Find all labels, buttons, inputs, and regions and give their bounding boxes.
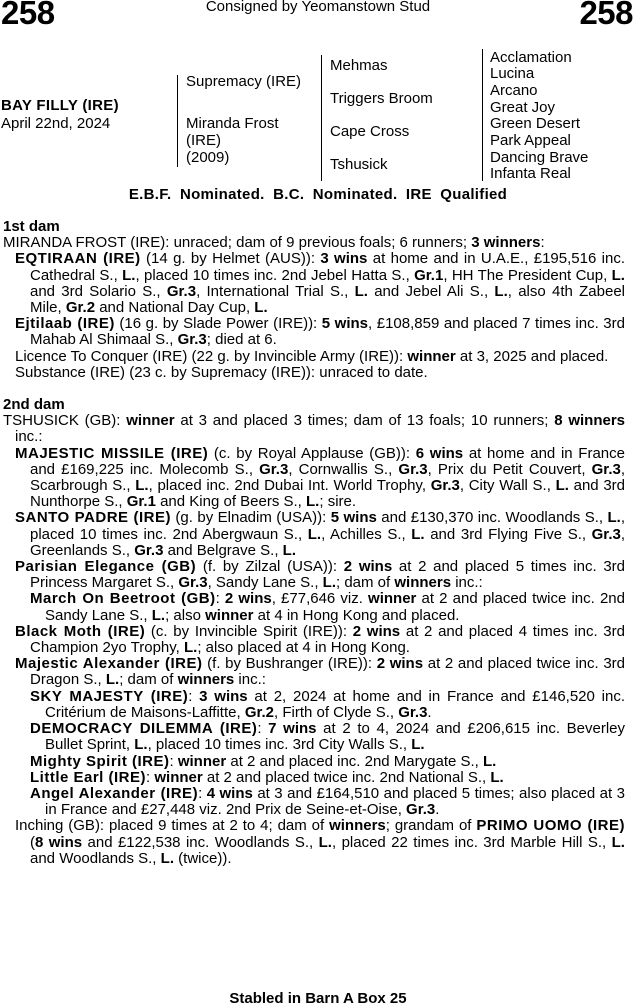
- produce-majestic-alexander: Majestic Alexander (IRE) (f. by Bushranger (IRE)): 2 wins at 2 and placed twice inc. 3rd Dragon S., L.; dam of winners inc.:: [15, 655, 626, 689]
- pedigree-dam-country: (IRE): [186, 132, 221, 149]
- horse-name: BAY FILLY (IRE): [1, 97, 119, 114]
- catalogue-body: [3, 219, 625, 867]
- produce-black-moth: Black Moth (IRE) (c. by Invincible Spirit (IRE)): 2 wins at 2 and placed 4 times inc. 3rd Champion 2yo Trophy, L.; also placed at 4 in Hong Kong.: [15, 622, 625, 657]
- pedigree-sire: Supremacy (IRE): [186, 73, 302, 90]
- produce-parisian-elegance: Parisian Elegance (GB) (f. by Zilzal (USA)): 2 wins at 2 and placed 5 times inc. 3rd Princess Margaret S., Gr.3, Sandy Lane S., L.; dam of winners inc.:: [15, 558, 626, 592]
- second-dam-intro: TSHUSICK (GB): winner at 3 and placed 3 times; dam of 13 foals; 10 runners; 8 winners inc.:: [3, 412, 625, 446]
- pedigree-dam-year: (2009): [186, 149, 230, 166]
- pedigree-dam-name: Miranda Frost: [186, 115, 279, 132]
- pedigree-g3-3: Arcano: [490, 82, 538, 99]
- lot-number-left: 258: [1, 0, 55, 31]
- pedigree-sire-dam: Triggers Broom: [330, 90, 433, 107]
- pedigree-g3-8: Infanta Real: [490, 165, 571, 182]
- second-dam-heading: 2nd dam: [3, 396, 65, 414]
- pedigree-g3-1: Acclamation: [490, 49, 572, 66]
- foaling-date: April 22nd, 2024: [1, 115, 111, 132]
- pedigree-g3-2: Lucina: [490, 65, 535, 82]
- pedigree-dam-sire: Cape Cross: [330, 123, 410, 140]
- consignor: Consigned by Yeomanstown Stud: [205, 0, 431, 15]
- pedigree-line-3: [482, 49, 483, 181]
- produce-little-earl: Little Earl (IRE): winner at 2 and placed twice inc. 2nd National S., L.: [30, 768, 504, 786]
- pedigree-g3-6: Park Appeal: [490, 132, 571, 149]
- produce-sky-majesty: SKY MAJESTY (IRE): 3 wins at 2, 2024 at home and in France and £146,520 inc. Critérium de Maisons-Laffitte, Gr.2, Firth of Clyde S., Gr.3.: [30, 687, 625, 721]
- pedigree-g3-4: Great Joy: [490, 99, 556, 116]
- produce-democracy-dilemma: DEMOCRACY DILEMMA (IRE): 7 wins at 2 to 4, 2024 and £206,615 inc. Beverley Bullet Sprint, L., placed 10 times inc. 3rd City Walls S., L.: [30, 720, 626, 754]
- first-dam-heading: 1st dam: [3, 218, 60, 235]
- produce-angel-alexander: Angel Alexander (IRE): 4 wins at 3 and £164,510 and placed 5 times; also placed at 3 in France and £27,448 viz. 2nd Prix de Seine-et-Oise, Gr.3.: [30, 784, 625, 819]
- pedigree-line-2: [321, 55, 322, 181]
- produce-majestic-missile: MAJESTIC MISSILE (IRE) (c. by Royal Applause (GB)): 6 wins at home and in France and £169,225 inc. Molecomb S., Gr.3, Cornwallis S., Gr.3, Prix du Petit Couvert, Gr.3, Scarbrough S., L., placed inc. 2nd Dubai Int. World Trophy, Gr.3, City Wall S., L. and 3rd Nunthorpe S., Gr.1 and King of Beers S., L.; sire.: [15, 444, 625, 511]
- pedigree-g3-5: Green Desert: [490, 115, 581, 132]
- pedigree-g3-7: Dancing Brave: [490, 149, 589, 166]
- pedigree-sire-sire: Mehmas: [330, 57, 388, 74]
- produce-inching: Inching (GB): placed 9 times at 2 to 4; dam of winners; grandam of PRIMO UOMO (IRE) (8 wins and £122,538 inc. Woodlands S., L., placed 22 times inc. 3rd Marble Hill S., L. and Woodlands S., L. (twice)).: [15, 817, 625, 867]
- lot-number-right: 258: [579, 0, 633, 31]
- nominations-line: E.B.F. Nominated. B.C. Nominated. IRE Qualified: [128, 186, 508, 203]
- produce-march-on-beetroot: March On Beetroot (GB): 2 wins, £77,646 viz. winner at 2 and placed twice inc. 2nd Sandy Lane S., L.; also winner at 4 in Hong Kong and placed.: [30, 590, 625, 624]
- first-dam-intro: MIRANDA FROST (IRE): unraced; dam of 9 previous foals; 6 runners; 3 winners:: [3, 234, 545, 252]
- produce-licence-to-conquer: Licence To Conquer (IRE) (22 g. by Invincible Army (IRE)): winner at 3, 2025 and placed.: [15, 347, 609, 365]
- produce-mighty-spirit: Mighty Spirit (IRE): winner at 2 and placed inc. 2nd Marygate S., L.: [30, 752, 497, 770]
- pedigree-line-1: [177, 75, 178, 167]
- stabling-info: Stabled in Barn A Box 25: [229, 990, 407, 1007]
- pedigree-dam-dam: Tshusick: [330, 156, 388, 173]
- produce-substance: Substance (IRE) (23 c. by Supremacy (IRE)): unraced to date.: [15, 363, 428, 381]
- produce-ejtilaab: Ejtilaab (IRE) (16 g. by Slade Power (IRE)): 5 wins, £108,859 and placed 7 times inc. 3rd Mahab Al Shimaal S., Gr.3; died at 6.: [15, 315, 625, 349]
- produce-santo-padre: SANTO PADRE (IRE) (g. by Elnadim (USA)): 5 wins and £130,370 inc. Woodlands S., L., placed 10 times inc. 2nd Abergwaun S., L., Achilles S., L. and 3rd Flying Five S., Gr.3, Greenlands S., Gr.3 and Belgrave S., L.: [15, 509, 626, 559]
- produce-eqtiraan: EQTIRAAN (IRE) (14 g. by Helmet (AUS)): 3 wins at home and in U.A.E., £195,516 inc. Cathedral S., L., placed 10 times inc. 2nd Jebel Hatta S., Gr.1, HH The President Cup, L. and 3rd Solario S., Gr.3, International Trial S., L. and Jebel Ali S., L., also 4th Zabeel Mile, Gr.2 and National Day Cup, L.: [15, 250, 626, 317]
